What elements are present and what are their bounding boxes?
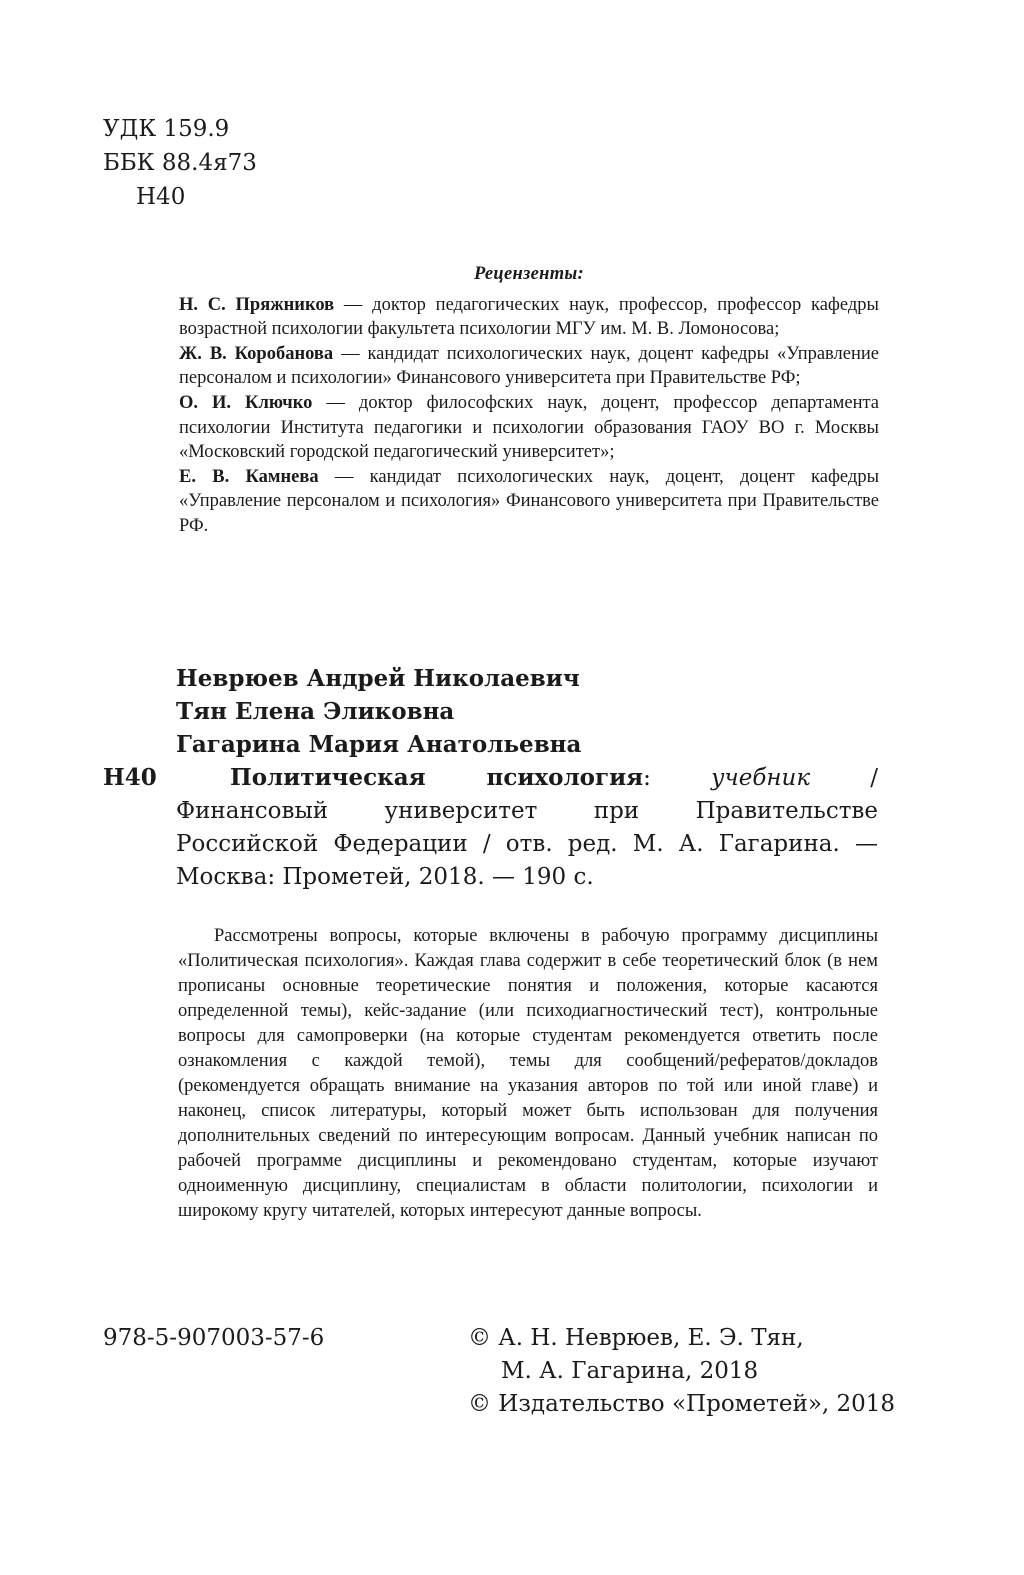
reviewer-entry <box>179 342 879 391</box>
author-name: Гагарина Мария Анатольевна <box>176 731 582 758</box>
reviewer-entry <box>179 465 879 539</box>
copyright-authors-continued: М. А. Гагарина, 2018 <box>501 1358 759 1384</box>
book-genre: учебник <box>711 765 811 791</box>
reviewer-name: Н. С. Пряжников <box>179 294 335 315</box>
reviewers-section <box>179 262 879 539</box>
classification-block <box>103 112 257 214</box>
citation-colon: : <box>643 765 712 791</box>
citation-author-mark: Н40 <box>103 764 157 791</box>
author-name: Неврюев Андрей Николаевич <box>176 665 580 692</box>
reviewer-entry <box>179 293 879 342</box>
reviewer-description: — кандидат психологических наук, доцент, доцент кафедры «Управление персоналом и психология» Финансового университета при Правительстве РФ. <box>179 466 879 536</box>
reviewer-name: Ж. В. Коробанова <box>179 343 334 364</box>
isbn-number: 978-5-907003-57-6 <box>103 1325 325 1351</box>
copyright-publisher: © Издательство «Прометей», 2018 <box>468 1391 896 1417</box>
annotation-paragraph: Рассмотрены вопросы, которые включены в рабочую программу дисциплины «Политическая психология». Каждая глава содержит в себе теоретический блок (в нем прописаны основные теоретические понятия и положения, которые касаются определенной темы), кейс-задание (или психодиагностический тест), контрольные вопросы для самопроверки (на которые студентам рекомендуется ответить после ознакомления с каждой темой), темы для сообщений/рефератов/докладов (рекомендуется обращать внимание на указания авторов по той или иной главе) и наконец, список литературы, который может быть использован для получения дополнительных сведений по интересующим вопросам. Данный учебник написан по рабочей программе дисциплины и рекомендовано студентам, которые изучают одноименную дисциплину, специалистам в области политологии, психологии и широкому кругу читателей, которых интересуют данные вопросы. <box>178 926 878 1221</box>
authors-list <box>176 662 581 761</box>
reviewer-description: — доктор педагогических наук, профессор, профессор кафедры возрастной психологии факультета психологии МГУ им. М. В. Ломоносова; <box>179 294 879 340</box>
bibliographic-citation <box>176 761 878 894</box>
reviewer-name: О. И. Ключко <box>179 392 313 413</box>
author-mark: Н40 <box>136 184 186 210</box>
bbk-code: ББК 88.4я73 <box>103 150 257 176</box>
copyright-authors: © А. Н. Неврюев, Е. Э. Тян, <box>468 1325 804 1351</box>
reviewer-entry <box>179 391 879 465</box>
publication-details: / Финансовый университет при Правительстве Российской Федерации / отв. ред. М. А. Гагарина. — Москва: Прометей, 2018. — 190 с. <box>176 765 878 890</box>
author-name: Тян Елена Эликовна <box>176 698 455 725</box>
book-title: Политическая психология <box>230 764 644 791</box>
reviewer-description: — доктор философских наук, доцент, профессор департамента психологии Института педагогики и психологии образования ГАОУ ВО г. Москвы «Московский городской педагогический университет»; <box>179 392 879 463</box>
copyright-block <box>468 1322 895 1421</box>
udk-code: УДК 159.9 <box>103 116 230 142</box>
reviewer-name: Е. В. Камнева <box>179 466 319 487</box>
reviewers-heading: Рецензенты: <box>473 264 584 284</box>
reviewer-description: — кандидат психологических наук, доцент кафедры «Управление персоналом и психологии» Финансового университета при Правительстве РФ; <box>179 343 880 389</box>
